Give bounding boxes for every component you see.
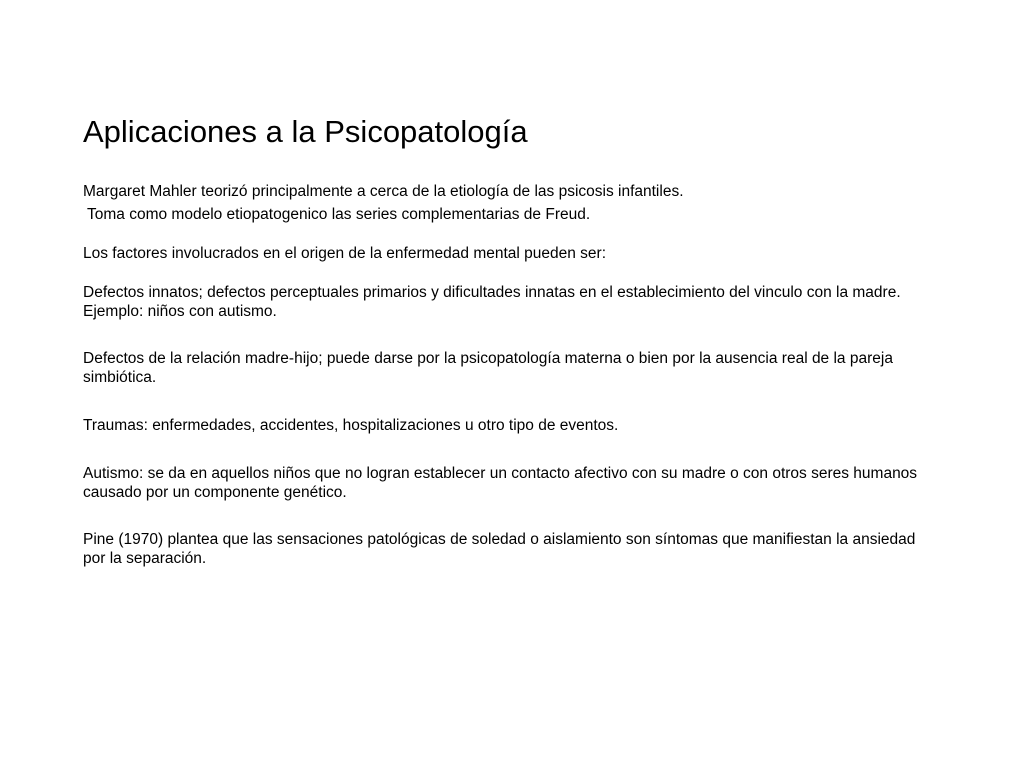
paragraph-autism: Autismo: se da en aquellos niños que no logran establecer un contacto afectivo con su madre o con otros seres humanos causado por un componente genético. [83, 465, 918, 501]
paragraph-mahler-etiology: Margaret Mahler teorizó principalmente a cerca de la etiología de las psicosis infantiles. [83, 183, 684, 200]
paragraph-traumas: Traumas: enfermedades, accidentes, hospitalizaciones u otro tipo de eventos. [83, 417, 619, 434]
paragraph-innate-defects: Defectos innatos; defectos perceptuales primarios y dificultades innatas en el establecimiento del vinculo con la madre. Ejemplo: niños con autismo. [83, 284, 901, 320]
paragraph-mother-child-defects: Defectos de la relación madre-hijo; puede darse por la psicopatología materna o bien por la ausencia real de la pareja simbiótica. [83, 350, 893, 386]
slide-title: Aplicaciones a la Psicopatología [83, 114, 528, 149]
paragraph-pine: Pine (1970) plantea que las sensaciones patológicas de soledad o aislamiento son síntomas que manifiestan la ansiedad por la separación. [83, 531, 916, 567]
paragraph-complementary-series: Toma como modelo etiopatogenico las series complementarias de Freud. [87, 206, 591, 223]
slide-body [83, 182, 923, 568]
paragraph-factors-intro: Los factores involucrados en el origen de la enfermedad mental pueden ser: [83, 245, 607, 262]
